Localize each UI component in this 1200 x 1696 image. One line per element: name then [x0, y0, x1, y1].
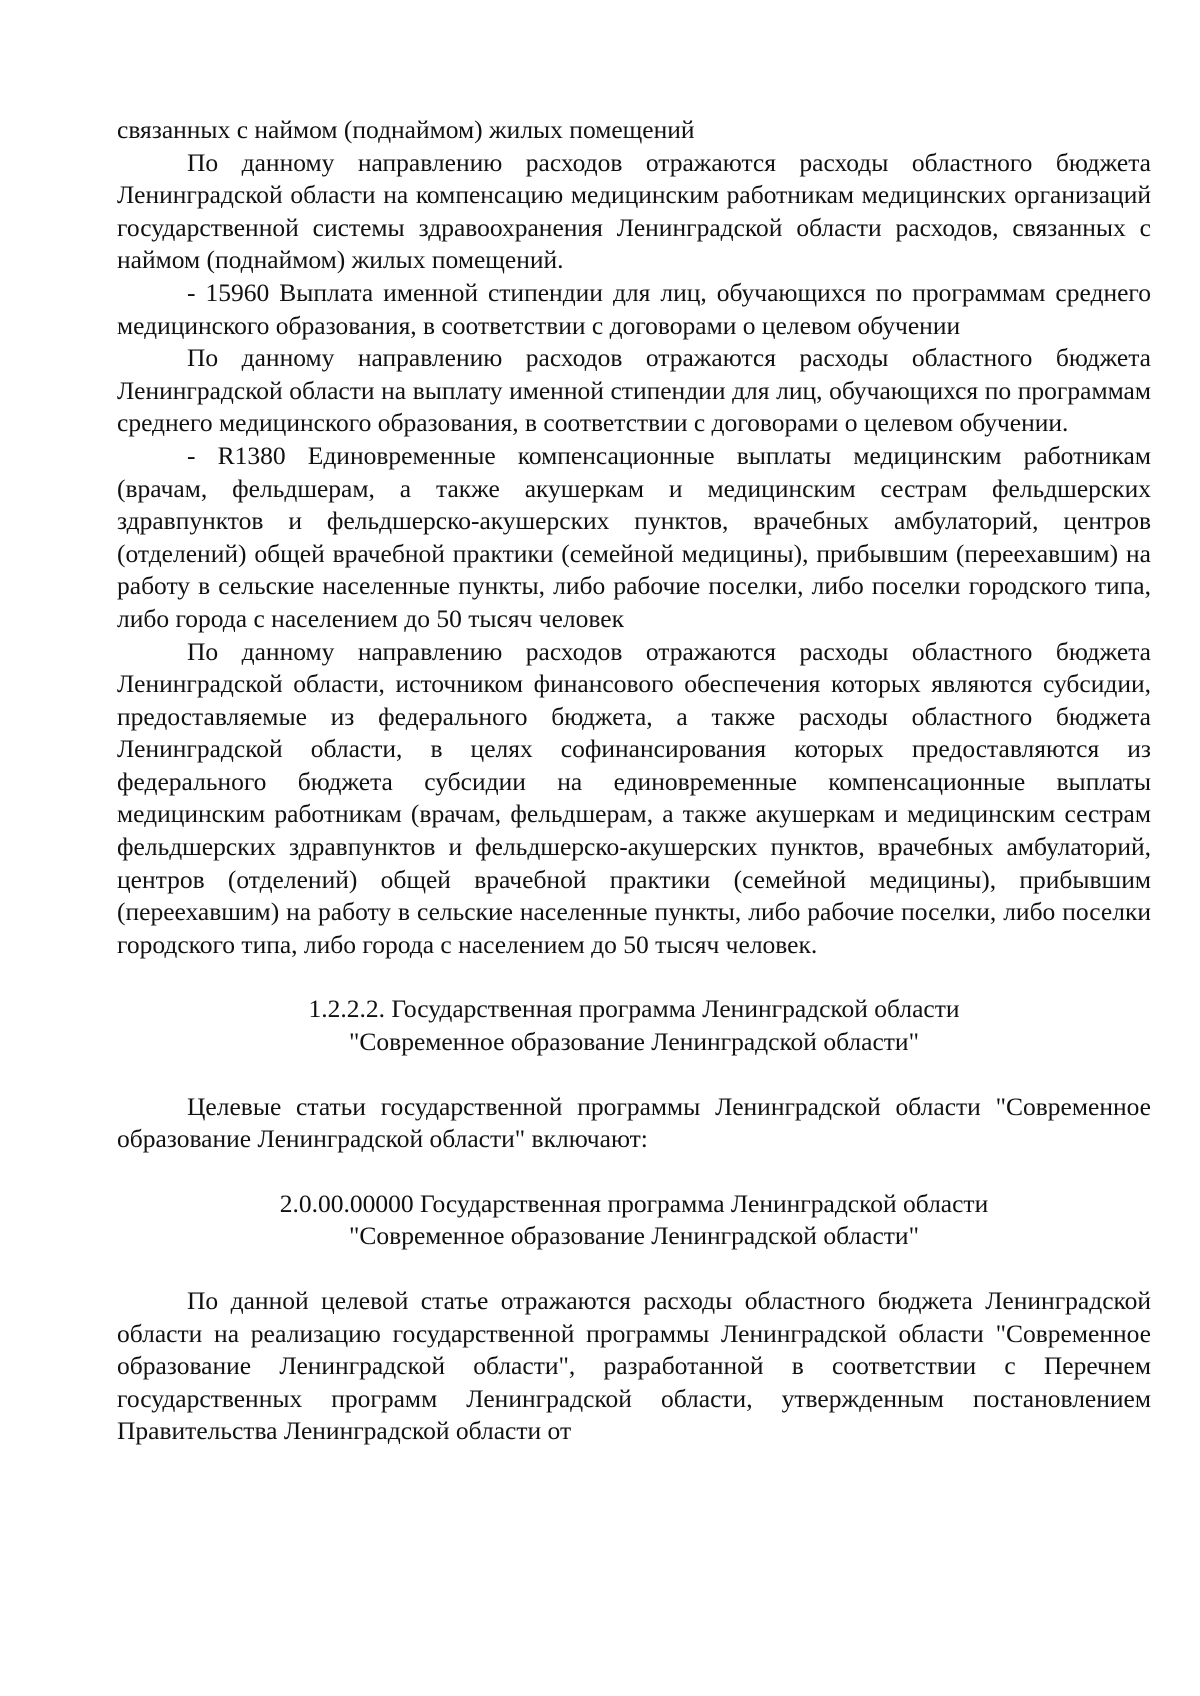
document-page	[117, 114, 1151, 1448]
section-heading-line-2: "Современное образование Ленинградской области"	[349, 1027, 919, 1057]
paragraph-program-expenses: По данной целевой статье отражаются расходы областного бюджета Ленинградской области на реализацию государственной программы Ленинградской области "Современное образование Ленинградской области", разработанной в соответствии с Перечнем государственных программ Ленинградской области, утвержденным постановлением Правительства Ленинградской области от	[117, 1286, 1151, 1446]
section-heading-line-1: 1.2.2.2. Государственная программа Ленинградской области	[308, 994, 960, 1024]
section-heading-2-0-00-00000	[117, 1188, 1151, 1253]
paragraph-continuation: связанных с наймом (поднаймом) жилых помещений	[117, 115, 695, 144]
paragraph-rent-compensation: По данному направлению расходов отражаются расходы областного бюджета Ленинградской области на компенсацию медицинским работникам медицинских организаций государственной системы здравоохранения Ленинградской области расходов, связанных с наймом (поднаймом) жилых помещений.	[117, 147, 1151, 275]
paragraph-item-r1380: - R1380 Единовременные компенсационные выплаты медицинским работникам (врачам, фельдшерам, а также акушеркам и медицинским сестрам фельдшерских здравпунктов и фельдшерско-акушерских пунктов, врачебных амбулаторий, центров (отделений) общей врачебной практики (семейной медицины), прибывшим (переехавшим) на работу в сельские населенные пункты, либо рабочие поселки, либо поселки городского типа, либо города с населением до 50 тысяч человек	[117, 440, 1151, 633]
section-heading-line-2: "Современное образование Ленинградской области"	[349, 1221, 919, 1251]
paragraph-stipend-expenses: По данному направлению расходов отражаются расходы областного бюджета Ленинградской области на выплату именной стипендии для лиц, обучающихся по программам среднего медицинского образования, в соответствии с договорами о целевом обучении.	[117, 343, 1151, 438]
section-heading-line-1: 2.0.00.00000 Государственная программа Ленинградской области	[279, 1188, 989, 1218]
paragraph-item-15960: - 15960 Выплата именной стипендии для лиц, обучающихся по программам среднего медицинского образования, в соответствии с договорами о целевом обучении	[117, 277, 1151, 340]
paragraph-compensation-expenses: По данному направлению расходов отражаются расходы областного бюджета Ленинградской области, источником финансового обеспечения которых являются субсидии, предоставляемые из федерального бюджета, а также расходы областного бюджета Ленинградской области, в целях софинансирования которых предоставляются из федерального бюджета субсидии на единовременные компенсационные выплаты медицинским работникам (врачам, фельдшерам, а также акушеркам и медицинским сестрам фельдшерских здравпунктов и фельдшерско-акушерских пунктов, врачебных амбулаторий, центров (отделений) общей врачебной практики (семейной медицины), прибывшим (переехавшим) на работу в сельские населенные пункты, либо рабочие поселки, либо поселки городского типа, либо города с населением до 50 тысяч человек.	[117, 636, 1151, 959]
section-heading-1-2-2-2	[117, 993, 1151, 1058]
paragraph-target-articles: Целевые статьи государственной программы Ленинградской области "Современное образование Ленинградской области" включают:	[117, 1091, 1151, 1154]
